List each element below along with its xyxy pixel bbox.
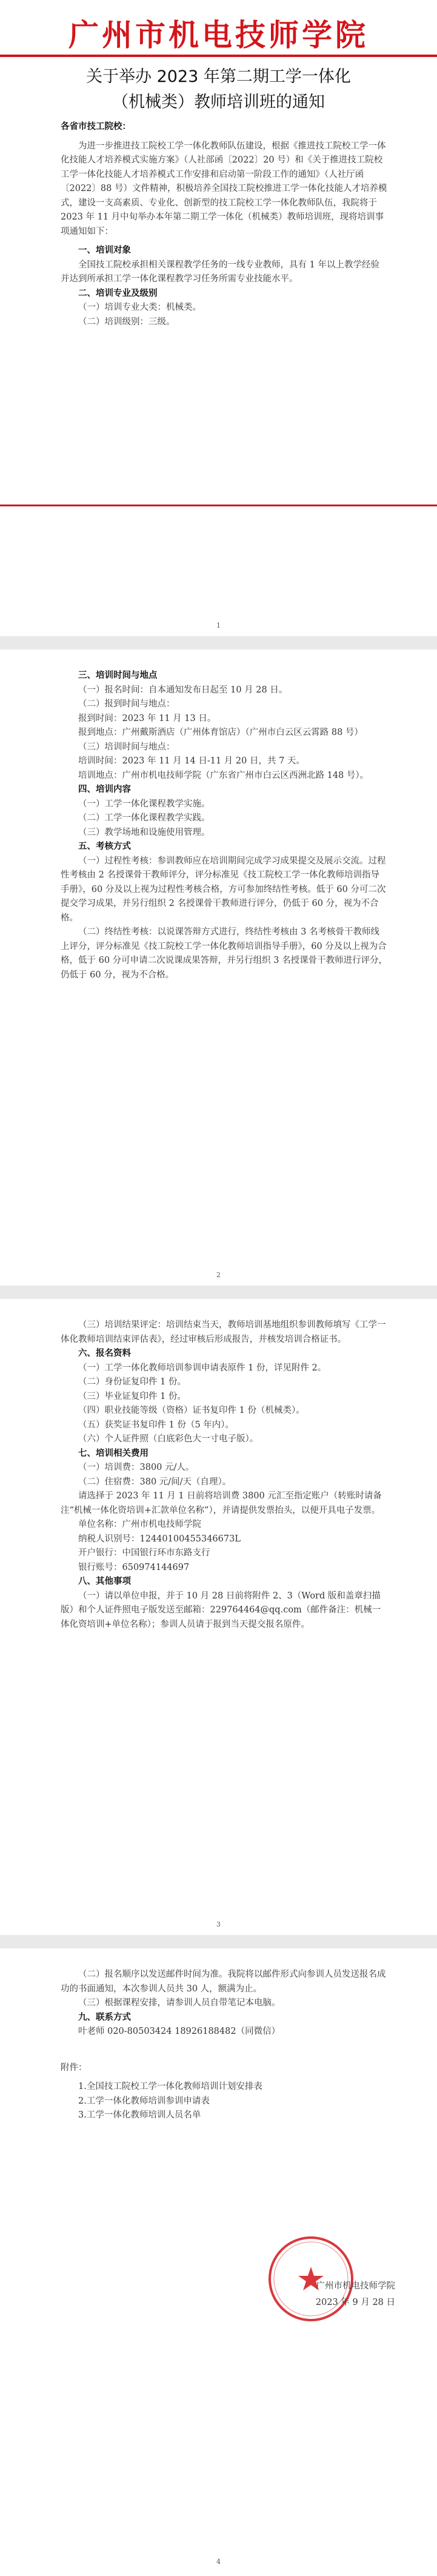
doc-item-5: （五）获奖证书复印件 1 份（5 年内）。	[78, 1420, 235, 1430]
other-item-2: （二）报名顺序以发送邮件时间为准。我院将以邮件形式向参训人员发送报名成功的书面通知，本次参训人员共 30 人，额满为止。	[61, 1970, 386, 1994]
page-1-body	[61, 120, 388, 329]
training-location: 培训地点：广州市机电技师学院（广东省广州市白云区西洲北路 148 号）。	[78, 770, 369, 780]
attachment-1: 1.全国技工院校工学一体化教师培训计划安排表	[78, 2082, 262, 2091]
fee-training: （一）培训费：3800 元/人。	[78, 1463, 195, 1472]
page-3	[0, 1299, 437, 1935]
result-evaluation: （三）培训结果评定：培训结束当天，教师培训基地组织参训教师填写《工学一体化教师培训结束评估表》，经过审核后形成报告，并核发培训合格证书。	[61, 1320, 386, 1344]
fee-lodging: （二）住宿费：380 元/间/天（自理）。	[78, 1477, 232, 1487]
training-time-heading: （三）培训时间与地点：	[78, 742, 175, 752]
section-6-heading: 六、报名资料	[78, 1349, 131, 1358]
section-5-heading: 五、考核方式	[78, 842, 131, 851]
page-3-body	[61, 1318, 388, 1632]
section-4-heading: 四、培训内容	[78, 785, 131, 794]
checkin-location: 报到地点：广州戴斯酒店（广州体育馆店）（广州市白云区云霄路 88 号）	[78, 728, 363, 737]
page-2	[0, 649, 437, 1286]
signup-time: （一）报名时间：自本通知发布日起至 10 月 28 日。	[78, 685, 288, 695]
tax-id: 纳税人识别号：12440100455346673L	[78, 1534, 241, 1544]
page-number-1: 1	[216, 622, 221, 629]
page-number-2: 2	[216, 1271, 221, 1279]
salutation: 各省市技工院校：	[61, 122, 131, 132]
red-rule	[0, 55, 437, 57]
doc-item-4: （四）职业技能等级（资格）证书复印件 1 份（机械类）。	[78, 1406, 305, 1415]
letterhead-bottom-rule	[0, 505, 437, 506]
section-3-heading: 三、培训时间与地点	[78, 671, 158, 680]
institution-banner: 广州市机电技师学院	[68, 18, 369, 53]
document-title	[0, 64, 437, 115]
other-item-1: （一）请以单位申报，并于 10 月 28 日前将附件 2、3（Word 版和盖章扫描版）和个人证件照电子版发送至邮箱：229764464@qq.com（邮件备注：机械一体化资培训+单位名称）；参训人员请于报到当天提交报名原件。	[61, 1591, 381, 1629]
final-assessment: （二）终结性考核：以说课答辩方式进行，终结性考核由 3 名考核骨干教师线上评分，评分标准见《技工院校工学一体化教师培训指导手册》，60 分及以上视为合格，低于 60 分可申请二次说课成果答辩，并另行组织 3 名授课骨干教师进行评分，仍低于 60 分，视为不合格。	[61, 927, 388, 980]
section-7-heading: 七、培训相关费用	[78, 1448, 148, 1458]
section-2-item-2: （二）培训级别：三级。	[78, 317, 175, 327]
attachments-heading: 附件：	[61, 2062, 87, 2073]
page-separator	[0, 636, 437, 649]
attachment-2: 2.工学一体化教师培训参训申请表	[78, 2096, 210, 2106]
contact-info: 叶老师 020-80503424 18926188482（同微信）	[78, 2027, 281, 2036]
bank-account: 银行账号：650974144697	[78, 1562, 190, 1572]
section-1-body: 全国技工院校承担相关课程教学任务的一线专业教师，具有 1 年以上教学经验并达到所承担工学一体化课程教学习任务所需专业技能水平。	[61, 260, 379, 284]
doc-item-2: （二）身份证复印件 1 份。	[78, 1377, 186, 1387]
title-line-1: 关于举办 2023 年第二期工学一体化	[86, 67, 351, 86]
page-4-body	[61, 1968, 388, 2123]
section-4-item-3: （三）教学场地和设施使用管理。	[78, 827, 210, 837]
attachment-3: 3.工学一体化教师培训人员名单	[78, 2110, 201, 2120]
section-2-heading: 二、培训专业及级别	[78, 288, 158, 298]
training-time: 培训时间：2023 年 11 月 14 日-11 月 20 日，共 7 天。	[78, 756, 305, 766]
page-number-4: 4	[216, 2558, 221, 2566]
signature-unit: 广州市机电技师学院	[316, 2281, 395, 2291]
section-8-heading: 八、其他事项	[78, 1577, 131, 1586]
section-2-item-1: （一）培训专业大类：机械类。	[78, 303, 201, 312]
doc-item-1: （一）工学一体化教师培训参训申请表原件 1 份，详见附件 2。	[78, 1363, 327, 1373]
checkin-heading: （二）报到时间与地点：	[78, 699, 175, 709]
bank-name: 开户银行：中国银行环市东路支行	[78, 1548, 210, 1558]
page-4	[0, 1948, 437, 2576]
doc-item-3: （三）毕业证复印件 1 份。	[78, 1391, 186, 1401]
other-item-3: （三）根据课程安排，请参训人员自带笔记本电脑。	[78, 1998, 281, 2008]
payment-instructions: 请选择于 2023 年 11 月 1 日前将培训费 3800 元汇至指定账户（转账时请备注“机械一体化资培训+汇款单位名称”），并请提供发票抬头，以便开具电子发票。	[61, 1491, 382, 1515]
page-separator	[0, 1286, 437, 1299]
process-assessment: （一）过程性考核：参训教师应在培训期间完成学习成果提交及展示交流。过程性考核由 2 名授课骨干教师评分，评分标准见《技工院校工学一体化教师培训指导手册》，60 分及以上视为过程性考核合格，方可参加终结性考核。低于 60 分可二次提交学习成果，并另行组织 2 名授课骨干教师进行评分，仍低于 60 分，视为不合格。	[61, 856, 386, 923]
page-number-3: 3	[216, 1920, 221, 1928]
section-9-heading: 九、联系方式	[78, 2012, 131, 2022]
section-4-item-2: （二）工学一体化课程教学实践。	[78, 813, 210, 823]
page-1	[0, 0, 437, 636]
title-line-2: （机械类）教师培训班的通知	[112, 93, 325, 112]
section-1-heading: 一、培训对象	[78, 246, 131, 255]
page-separator	[0, 1935, 437, 1948]
doc-item-6: （六）个人证件照（白底彩色大一寸电子版）。	[78, 1434, 259, 1444]
signature-date: 2023 年 9 月 28 日	[315, 2298, 395, 2307]
payee-name: 单位名称：广州市机电技师学院	[78, 1520, 201, 1529]
section-4-item-1: （一）工学一体化课程教学实施。	[78, 799, 210, 809]
checkin-time: 报到时间：2023 年 11 月 13 日。	[78, 713, 216, 723]
intro-paragraph: 为进一步推进技工院校工学一体化教师队伍建设，根据《推进技工院校工学一体化技能人才培养模式实施方案》（人社部函〔2022〕20 号）和《关于推进技工院校工学一体化技能人才培养模式工作安排和启动第一阶段工作的通知》（人社厅函〔2022〕88 号）文件精神，积极培养全国技工院校推进工学一体化技能人才培养模式，建设一支高素质、专业化、创新型的技工院校工学一体化教师队伍，我院将于 2023 年 11 月中旬举办本年第二期工学一体化（机械类）教师培训班，现将培训事项通知如下：	[61, 141, 387, 236]
page-2-body	[61, 669, 388, 982]
